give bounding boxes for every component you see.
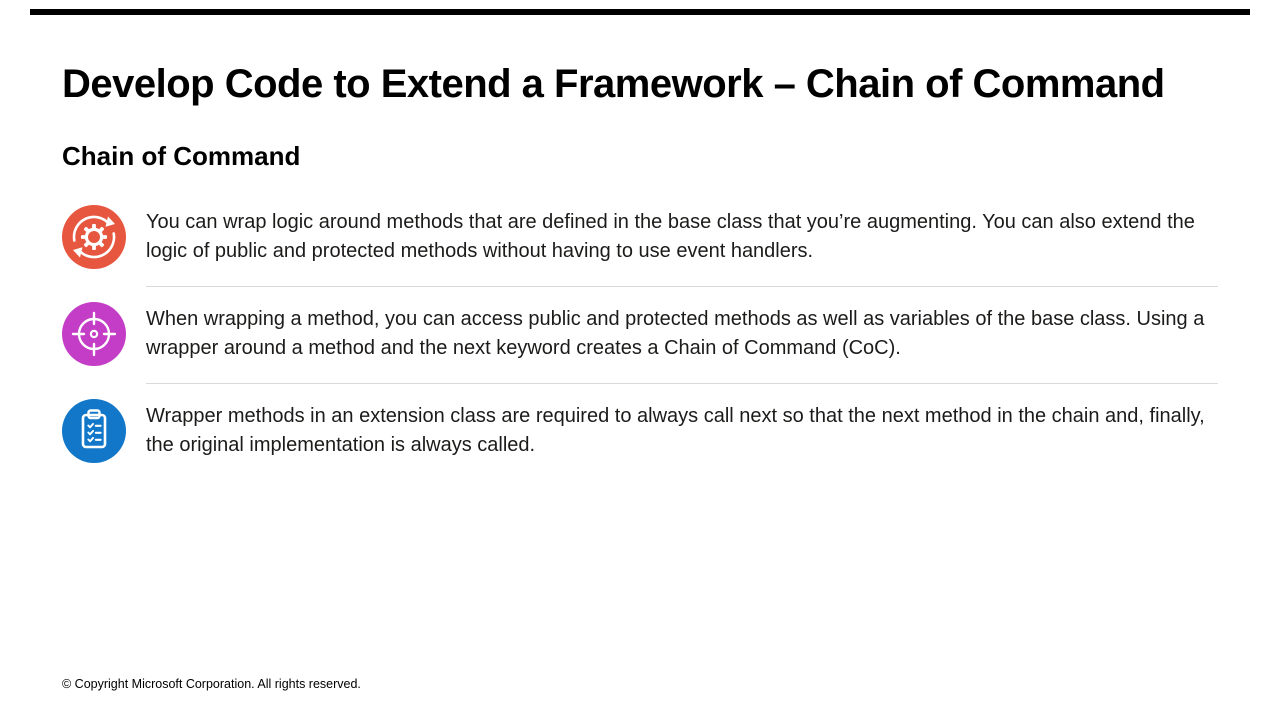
bullet-text: You can wrap logic around methods that are defined in the base class that you’re augmenting. You can also extend the logic of public and protected methods without having to use event handlers. [146,211,1195,262]
bullet-list [62,204,1218,464]
bullet-text: Wrapper methods in an extension class are required to always call next so that the next method in the chain and, finally, the original implementation is always called. [146,405,1205,456]
bullet-item [62,398,1218,464]
target-icon [62,302,126,366]
bullet-text: When wrapping a method, you can access public and protected methods as well as variables of the base class. Using a wrapper around a method and the next keyword creates a Chain of Command (CoC). [146,308,1205,359]
divider [146,286,1218,287]
copyright-footer: © Copyright Microsoft Corporation. All rights reserved. [62,677,361,691]
top-accent-bar [30,9,1250,15]
sync-gear-icon [62,205,126,269]
divider [146,383,1218,384]
bullet-item [62,301,1218,367]
clipboard-checklist-icon [62,399,126,463]
slide-subtitle: Chain of Command [62,141,301,171]
bullet-item [62,204,1218,270]
slide-title: Develop Code to Extend a Framework – Chain of Command [62,62,1165,106]
